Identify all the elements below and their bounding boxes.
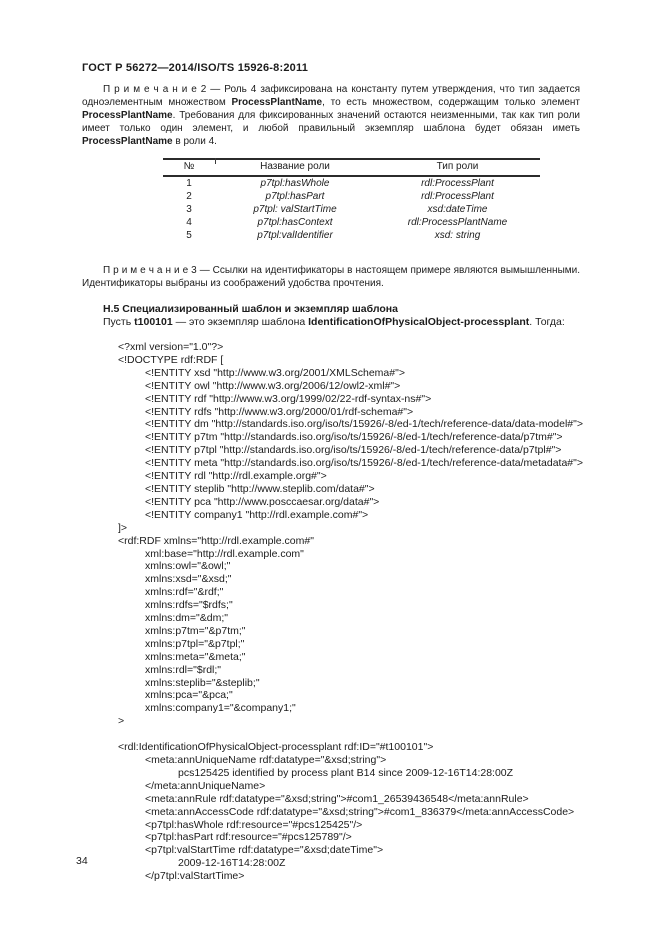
- code-line: xmlns:owl="&owl;": [145, 560, 231, 573]
- code-line: </meta:annUniqueName>: [145, 779, 266, 792]
- code-line: [118, 728, 580, 741]
- column-header: №: [163, 159, 215, 176]
- code-line: <!ENTITY rdf "http://www.w3.org/1999/02/22-rdf-syntax-ns#">: [145, 392, 432, 405]
- code-line: 2009-12-16T14:28:00Z: [178, 857, 286, 870]
- code-line: <!ENTITY p7tm "http://standards.iso.org/iso/ts/15926/-8/ed-1/tech/reference-data/p7tm#">: [145, 431, 563, 444]
- code-line: <!ENTITY dm "http://standards.iso.org/iso/ts/15926/-8/ed-1/tech/reference-data/data-model#">: [145, 418, 583, 431]
- bold-text-run: ProcessPlantName: [82, 110, 173, 121]
- code-line: <!ENTITY p7tpl "http://standards.iso.org/iso/ts/15926/-8/ed-1/tech/reference-data/p7tpl#">: [145, 444, 562, 457]
- code-line: <?xml version="1.0"?>: [118, 341, 224, 353]
- code-line: <!ENTITY pca "http://www.posccaesar.org/data#">: [145, 495, 380, 508]
- code-line: xmlns:dm="&dm;": [145, 612, 229, 625]
- document-title: ГОСТ Р 56272—2014/ISO/TS 15926-8:2011: [82, 62, 309, 74]
- text-run: , то есть множеством, содержащим только элемент: [322, 97, 580, 108]
- code-line: xmlns:xsd="&xsd;": [145, 573, 232, 586]
- code-line: </p7tpl:valStartTime>: [145, 870, 245, 883]
- table-header-row: [163, 159, 540, 176]
- table-cell: rdl:ProcessPlantName: [407, 217, 508, 228]
- text-run: Пусть: [103, 316, 135, 328]
- roles-table-body: [163, 176, 540, 242]
- code-line: >: [118, 715, 125, 728]
- table-row: [163, 229, 540, 242]
- code-line: xmlns:pca="&pca;": [145, 689, 233, 702]
- code-line: <!DOCTYPE rdf:RDF [: [118, 353, 224, 366]
- note-2: [82, 83, 580, 148]
- text-run: — это экземпляр шаблона: [172, 316, 309, 328]
- bold-text-run: t100101: [134, 316, 173, 328]
- table-cell: p7tpl:hasContext: [257, 217, 333, 228]
- code-line: <!ENTITY steplib "http://www.steplib.com/data#">: [145, 482, 375, 495]
- column-header: Тип роли: [375, 159, 540, 176]
- table-cell: xsd: string: [434, 230, 481, 241]
- code-line: <rdf:RDF xmlns="http://rdl.example.com#": [118, 534, 314, 547]
- code-line: xmlns:steplib="&steplib;": [145, 676, 260, 689]
- code-line: <!ENTITY rdl "http://rdl.example.org#">: [145, 470, 327, 483]
- page-number: 34: [76, 855, 88, 867]
- text-run: в роли 4.: [172, 136, 217, 147]
- code-line: xmlns:rdl="$rdl;": [145, 663, 222, 676]
- bold-text-run: IdentificationOfPhysicalObject-processplant: [308, 316, 530, 328]
- table-cell: rdl:ProcessPlant: [421, 191, 494, 202]
- xml-code-block: [118, 341, 584, 883]
- code-line: <p7tpl:hasWhole rdf:resource="#pcs125425"/>: [145, 818, 363, 831]
- table-cell: p7tpl:hasWhole: [260, 178, 330, 189]
- code-line: <meta:annUniqueName rdf:datatype="&xsd;string">: [145, 754, 387, 766]
- code-line: <rdl:IdentificationOfPhysicalObject-processplant rdf:ID="#t100101">: [118, 741, 434, 754]
- bold-text-run: ProcessPlantName: [231, 97, 323, 108]
- roles-table: [163, 158, 540, 242]
- code-line: xmlns:p7tpl="&p7tpl;": [145, 637, 245, 650]
- column-header: Название роли: [215, 159, 375, 176]
- section-heading: Н.5 Специализированный шаблон и экземпляр шаблона: [103, 303, 398, 315]
- code-line: pcs125425 identified by process plant B14 since 2009-12-16T14:28:00Z: [178, 766, 514, 779]
- table-cell: p7tpl: valStartTime: [253, 204, 337, 215]
- code-line: ]>: [118, 521, 128, 534]
- code-line: <meta:annAccessCode rdf:datatype="&xsd;string">#com1_836379</meta:annAccessCode>: [145, 805, 575, 818]
- code-line: xmlns:meta="&meta;": [145, 650, 246, 663]
- table-row: [163, 176, 540, 190]
- table-cell: 3: [186, 204, 192, 215]
- code-line: <!ENTITY meta "http://standards.iso.org/iso/ts/15926/-8/ed-1/tech/reference-data/metadata#">: [145, 457, 584, 470]
- roles-table-head: [163, 159, 540, 176]
- table-cell: 2: [186, 191, 192, 202]
- table-cell: p7tpl:valIdentifier: [257, 230, 333, 241]
- code-line: xml:base="http://rdl.example.com": [145, 547, 304, 560]
- table-cell: rdl:ProcessPlant: [421, 178, 494, 189]
- text-run: П р и м е ч а н и е 2 — Роль 4 зафиксирована на константу путем утверждения, что тип задается одноэлементным множеством: [82, 84, 580, 108]
- code-line: <!ENTITY xsd "http://www.w3.org/2001/XMLSchema#">: [145, 366, 405, 379]
- code-line: <!ENTITY owl "http://www.w3.org/2006/12/owl2-xml#">: [145, 379, 401, 392]
- code-line: <meta:annRule rdf:datatype="&xsd;string">#com1_26539436548</meta:annRule>: [145, 792, 529, 805]
- section-intro: [82, 316, 580, 329]
- table-row: [163, 203, 540, 216]
- code-line: <p7tpl:hasPart rdf:resource="#pcs125789"/>: [145, 831, 352, 844]
- text-run: . Требования для фиксированных значений остаются неизменными, так как тип роли имеет только один элемент, и любой правильный экземпляр шаблона будет обязан иметь: [82, 110, 580, 134]
- text-run: . Тогда:: [529, 316, 565, 328]
- code-line: xmlns:company1="&company1;": [145, 702, 296, 715]
- table-cell: 4: [186, 217, 192, 228]
- table-cell: xsd:dateTime: [427, 204, 488, 215]
- bold-text-run: ProcessPlantName: [82, 136, 173, 147]
- code-line: xmlns:rdfs="$rdfs;": [145, 599, 233, 612]
- code-line: <p7tpl:valStartTime rdf:datatype="&xsd;dateTime">: [145, 844, 384, 857]
- code-line: xmlns:p7tm="&p7tm;": [145, 624, 246, 637]
- code-line: <!ENTITY rdfs "http://www.w3.org/2000/01/rdf-schema#">: [145, 405, 414, 418]
- table-cell: 1: [186, 178, 192, 189]
- note-3: П р и м е ч а н и е 3 — Ссылки на идентификаторы в настоящем примере являются вымышленными. Идентификаторы выбраны из соображений удобства прочтения.: [82, 265, 580, 289]
- code-line: <!ENTITY company1 "http://rdl.example.com#">: [145, 508, 369, 521]
- table-cell: 5: [186, 230, 192, 241]
- code-line: xmlns:rdf="&rdf;": [145, 586, 224, 599]
- table-cell: p7tpl:hasPart: [265, 191, 325, 202]
- table-row: [163, 190, 540, 203]
- table-row: [163, 216, 540, 229]
